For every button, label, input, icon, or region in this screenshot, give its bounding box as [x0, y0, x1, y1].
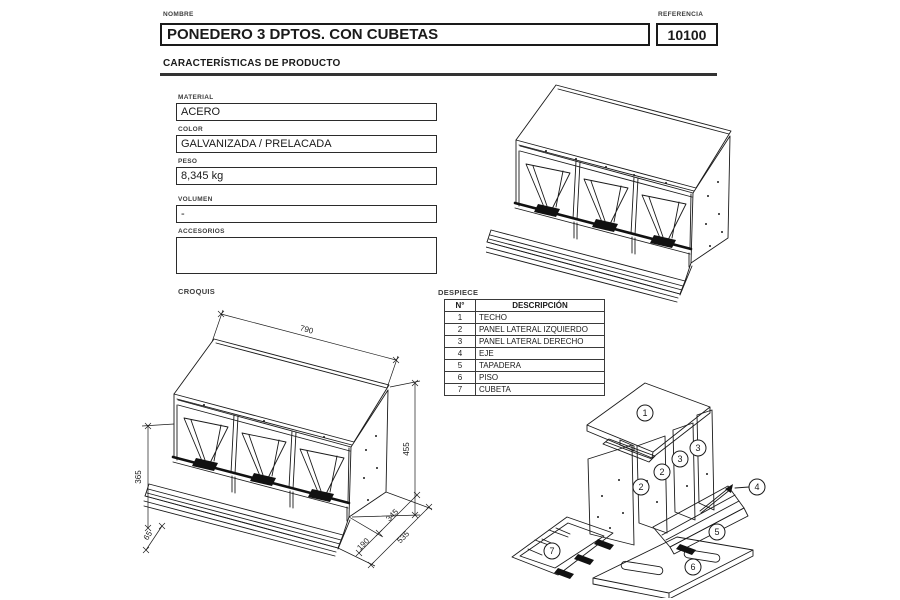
- peso-value-box: [176, 167, 437, 185]
- callout-5: 5: [714, 527, 720, 537]
- row-num: 3: [445, 336, 476, 348]
- callout-4: 4: [754, 482, 760, 492]
- callout-3a: 3: [677, 454, 683, 464]
- row-desc: EJE: [476, 348, 605, 360]
- table-row: [445, 336, 605, 348]
- dim-front-lip: 65: [141, 529, 155, 542]
- callout-1: 1: [642, 408, 648, 418]
- croquis-box-line-art: [141, 339, 389, 556]
- dim-step-depth: 190: [355, 536, 372, 553]
- reference-box: [656, 23, 718, 46]
- accesorios-label: ACCESORIOS: [178, 228, 225, 235]
- row-num: 5: [445, 360, 476, 372]
- volumen-label: VOLUMEN: [178, 196, 213, 203]
- row-desc: PANEL LATERAL IZQUIERDO: [476, 324, 605, 336]
- dim-right-height: 455: [402, 442, 411, 456]
- peso-value: 8,345 kg: [181, 170, 224, 182]
- dim-body-depth: 345: [384, 507, 401, 524]
- row-num: 4: [445, 348, 476, 360]
- croquis-drawing: [122, 296, 444, 591]
- row-desc: PISO: [476, 372, 605, 384]
- callout-6: 6: [690, 562, 696, 572]
- exploded-view-drawing: [492, 356, 782, 598]
- col-num-header: N°: [445, 300, 476, 312]
- color-value-box: [176, 135, 437, 153]
- despiece-label: DESPIECE: [438, 288, 479, 297]
- callout-2a: 2: [638, 482, 644, 492]
- product-title: PONEDERO 3 DPTOS. CON CUBETAS: [167, 26, 439, 43]
- exploded-callouts: [544, 405, 765, 575]
- color-value: GALVANIZADA / PRELACADA: [181, 138, 332, 150]
- reference-value: 10100: [667, 26, 707, 43]
- material-label: MATERIAL: [178, 94, 214, 101]
- material-value-box: [176, 103, 437, 121]
- croquis-label: CROQUIS: [178, 287, 216, 296]
- reference-label: REFERENCIA: [658, 11, 704, 18]
- table-row: [445, 312, 605, 324]
- row-num: 2: [445, 324, 476, 336]
- dim-top-width: 790: [299, 323, 315, 336]
- product-isometric-drawing: [486, 76, 756, 304]
- row-num: 7: [445, 384, 476, 396]
- col-desc-header: DESCRIPCIÓN: [476, 300, 605, 312]
- callout-3b: 3: [695, 443, 701, 453]
- volumen-value-box: [176, 205, 437, 223]
- exploded-line-art: [512, 383, 753, 598]
- peso-label: PESO: [178, 158, 198, 165]
- volumen-value: -: [181, 208, 185, 220]
- row-desc: CUBETA: [476, 384, 605, 396]
- accesorios-value-box: [176, 237, 437, 274]
- table-row: [445, 324, 605, 336]
- row-desc: PANEL LATERAL DERECHO: [476, 336, 605, 348]
- row-num: 1: [445, 312, 476, 324]
- callout-7: 7: [549, 546, 555, 556]
- product-title-box: [160, 23, 650, 46]
- row-num: 6: [445, 372, 476, 384]
- section-title: CARACTERÍSTICAS DE PRODUCTO: [163, 58, 341, 69]
- row-desc: TECHO: [476, 312, 605, 324]
- dim-total-depth: 535: [395, 529, 412, 546]
- dim-left-height: 365: [134, 470, 143, 484]
- name-label: NOMBRE: [163, 11, 194, 18]
- color-label: COLOR: [178, 126, 203, 133]
- row-desc: TAPADERA: [476, 360, 605, 372]
- nest-box-line-art: [486, 85, 731, 302]
- material-value: ACERO: [181, 106, 221, 118]
- callout-2b: 2: [659, 467, 665, 477]
